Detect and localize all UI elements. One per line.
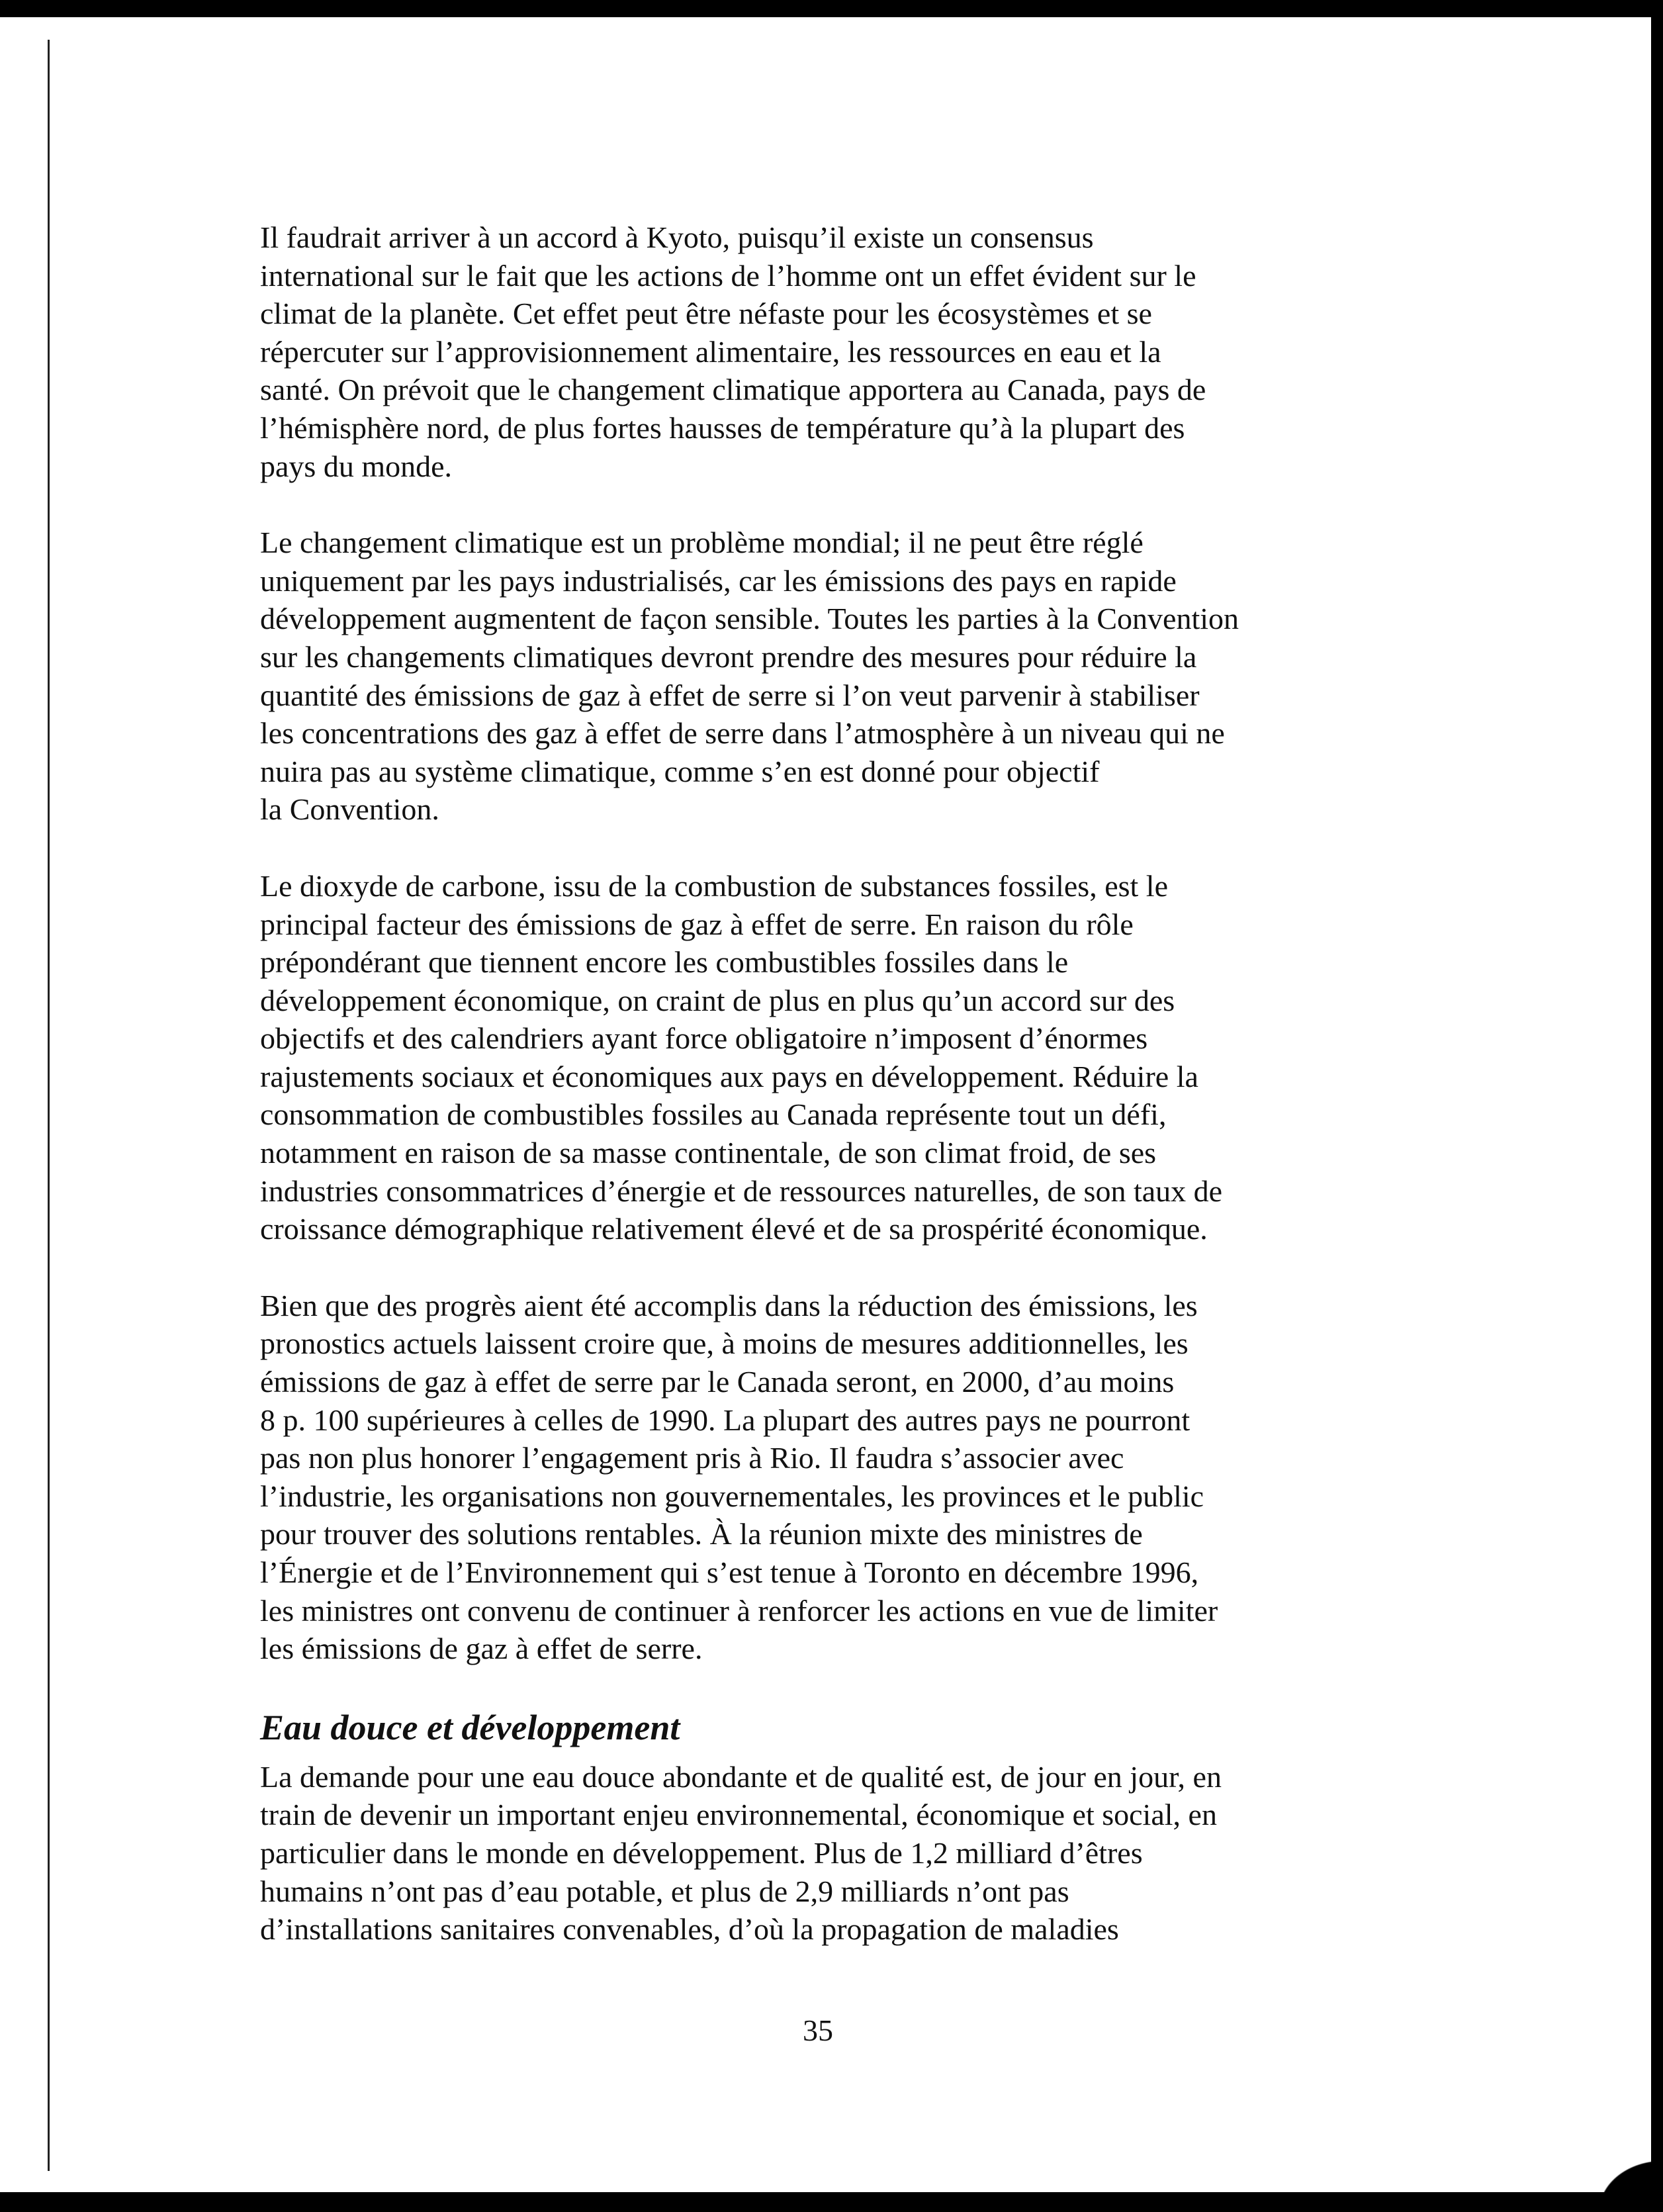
section-heading: Eau douce et développement: [260, 1707, 680, 1747]
scan-border-bottom: [0, 2192, 1663, 2212]
text-line: principal facteur des émissions de gaz à effet de serre. En raison du rôle: [260, 907, 1134, 941]
text-line: croissance démographique relativement élevé et de sa prospérité économique.: [260, 1212, 1208, 1246]
text-line: les émissions de gaz à effet de serre.: [260, 1632, 703, 1666]
text-line: rajustements sociaux et économiques aux pays en développement. Réduire la: [260, 1059, 1198, 1093]
text-line: pour trouver des solutions rentables. À la réunion mixte des ministres de: [260, 1517, 1143, 1551]
paragraph-global-problem: [260, 524, 1392, 829]
text-line: consommation de combustibles fossiles au Canada représente tout un défi,: [260, 1097, 1167, 1132]
text-line: train de devenir un important enjeu environnemental, économique et social, en: [260, 1798, 1217, 1832]
text-line: Il faudrait arriver à un accord à Kyoto, puisqu’il existe un consensus: [260, 220, 1094, 254]
paragraph-progress: [260, 1287, 1392, 1668]
text-line: Le dioxyde de carbone, issu de la combustion de substances fossiles, est le: [260, 868, 1169, 903]
page-number: 35: [803, 2013, 833, 2047]
text-line: uniquement par les pays industrialisés, car les émissions des pays en rapide: [260, 563, 1177, 598]
text-line: objectifs et des calendriers ayant force obligatoire n’imposent d’énormes: [260, 1021, 1148, 1056]
text-line: l’industrie, les organisations non gouvernementales, les provinces et le public: [260, 1479, 1204, 1513]
text-line: développement augmentent de façon sensible. Toutes les parties à la Convention: [260, 602, 1239, 636]
scan-binding-line: [48, 40, 50, 2171]
body-text: [260, 218, 1392, 1987]
text-line: Bien que des progrès aient été accomplis dans la réduction des émissions, les: [260, 1288, 1198, 1322]
text-line: international sur le fait que les actions de l’homme ont un effet évident sur le: [260, 258, 1196, 293]
paragraph-fresh-water: [260, 1758, 1392, 1949]
text-line: nuira pas au système climatique, comme s’en est donné pour objectif: [260, 754, 1100, 788]
text-line: 8 p. 100 supérieures à celles de 1990. La plupart des autres pays ne pourront: [260, 1403, 1191, 1437]
text-line: développement économique, on craint de plus en plus qu’un accord sur des: [260, 983, 1175, 1017]
text-line: quantité des émissions de gaz à effet de serre si l’on veut parvenir à stabiliser: [260, 678, 1200, 712]
text-line: émissions de gaz à effet de serre par le Canada seront, en 2000, d’au moins: [260, 1365, 1175, 1399]
text-line: prépondérant que tiennent encore les combustibles fossiles dans le: [260, 945, 1069, 980]
text-line: sur les changements climatiques devront prendre des mesures pour réduire la: [260, 639, 1197, 674]
text-line: pas non plus honorer l’engagement pris à Rio. Il faudra s’associer avec: [260, 1441, 1124, 1475]
text-line: la Convention.: [260, 792, 439, 827]
text-line: climat de la planète. Cet effet peut être néfaste pour les écosystèmes et se: [260, 297, 1152, 331]
paragraph-carbon-dioxide: [260, 867, 1392, 1248]
text-line: humains n’ont pas d’eau potable, et plus de 2,9 milliards n’ont pas: [260, 1874, 1069, 1908]
text-line: Le changement climatique est un problème mondial; il ne peut être réglé: [260, 526, 1144, 560]
text-line: industries consommatrices d’énergie et de ressources naturelles, de son taux de: [260, 1174, 1223, 1208]
scan-border-top: [0, 0, 1663, 17]
text-line: notamment en raison de sa masse continentale, de son climat froid, de ses: [260, 1136, 1157, 1170]
text-line: l’hémisphère nord, de plus fortes hausses de température qu’à la plupart des: [260, 410, 1185, 445]
scan-border-right: [1651, 0, 1663, 2212]
text-line: les ministres ont convenu de continuer à renforcer les actions en vue de limiter: [260, 1593, 1218, 1628]
text-line: La demande pour une eau douce abondante et de qualité est, de jour en jour, en: [260, 1759, 1222, 1794]
text-line: d’installations sanitaires convenables, d’où la propagation de maladies: [260, 1912, 1119, 1947]
paragraph-kyoto: [260, 218, 1392, 485]
text-line: santé. On prévoit que le changement climatique apportera au Canada, pays de: [260, 373, 1206, 407]
text-line: répercuter sur l’approvisionnement alimentaire, les ressources en eau et la: [260, 334, 1161, 369]
text-line: particulier dans le monde en développement. Plus de 1,2 milliard d’êtres: [260, 1835, 1143, 1870]
text-line: pronostics actuels laissent croire que, à moins de mesures additionnelles, les: [260, 1326, 1189, 1361]
text-line: pays du monde.: [260, 449, 453, 483]
text-line: les concentrations des gaz à effet de serre dans l’atmosphère à un niveau qui ne: [260, 716, 1225, 751]
text-line: l’Énergie et de l’Environnement qui s’est tenue à Toronto en décembre 1996,: [260, 1555, 1199, 1589]
